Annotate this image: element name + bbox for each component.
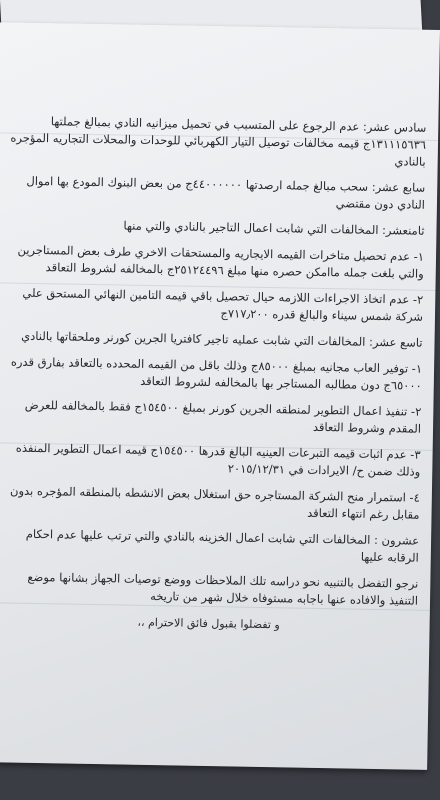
paragraph-item-19-1: ١- توفير العاب مجانيه بمبلغ ٨٥٠٠٠ج وذلك باقل من القيمه المحدده بالتعاقد بفارق قدره ٦٥٠٠٠ج دون مطالبه المستاجر بها بالمخالفه لشروط التعاقد — [7, 354, 423, 393]
paragraph-item-20: عشرون : المخالفات التي شابت اعمال الخزينه بالنادي والتي ترتب عليها عدم احكام الرقابه عليها — [22, 526, 420, 565]
paragraph-item-18-heading: ثامنعشر: المخالفات التي شابت اعمال التاجير بالنادي والتي منها — [123, 218, 425, 238]
request-paragraph: نرجو التفضل بالتنبيه نحو دراسه تلك الملاحظات ووضع توصيات الجهاز بشانها موضع التنفيذ والافاده عنها باجابه مستوفاه خلال شهر من تاريخه — [23, 569, 419, 608]
closing-line: و تفضلوا بقبول فائق الاحترام ،، — [137, 615, 280, 632]
paragraph-item-16: سادس عشر: عدم الرجوع على المتسبب في تحميل ميزانيه النادي بمبالغ جملتها ١٣١١١٥٦٣٦ج قيمه مخالفات توصيل التيار الكهربائي للوحدات والمحلات التجاريه المؤجره بالنادي — [6, 114, 427, 169]
paragraph-item-17: سابع عشر: سحب مبالغ جمله ارصدتها ٤٤٠٠٠٠٠٠ج من بعض البنوك المودع بها اموال النادي دون مقتضي — [22, 173, 426, 212]
paragraph-item-19-4: ٤- استمرار منح الشركة المستاجره حق استغلال بعض الانشطه بالمنطقه المؤجره بدون مقابل رغم انتهاء التعاقد — [6, 483, 420, 522]
paragraph-item-18-1: ١- عدم تحصيل متاخرات القيمه الايجاريه والمستحقات الاخري طرف بعض المستاجرين والتي بلغت جمله ماامكن حصره منها مبلغ ٢٥١٢٤٤٩٦ج بالمخالفه لشروط التعاقد — [13, 242, 425, 281]
document-body — [0, 112, 426, 644]
paragraph-item-19-3: ٣- عدم اثبات قيمه التبرعات العينيه البالغ قدرها ١٥٤٥٠٠ج قيمه اعمال التطوير المنفذه وذلك ضمن ح/ الايرادات في ٢٠١٥/١٢/٣١ — [12, 440, 421, 479]
document-page — [0, 22, 440, 770]
paragraph-item-19-2: ٢- تنفيذ اعمال التطوير لمنطقه الجرين كورنر بمبلغ ١٥٤٥٠٠ج فقط بالمخالفه للعرض المقدم وشروط التعاقد — [21, 397, 422, 436]
paragraph-item-19-heading: تاسع عشر: المخالفات التي شابت عمليه تاجير كافتريا الجرين كورنر وملحقاتها بالنادي — [21, 328, 423, 350]
paragraph-item-18-2: ٢- عدم اتخاذ الاجراءات اللازمه حيال تحصيل باقي قيمه التامين النهائي المستحق علي شركة شمس سيناء والبالغ قدره ٧١٧٫٢٠٠ج — [18, 285, 424, 324]
